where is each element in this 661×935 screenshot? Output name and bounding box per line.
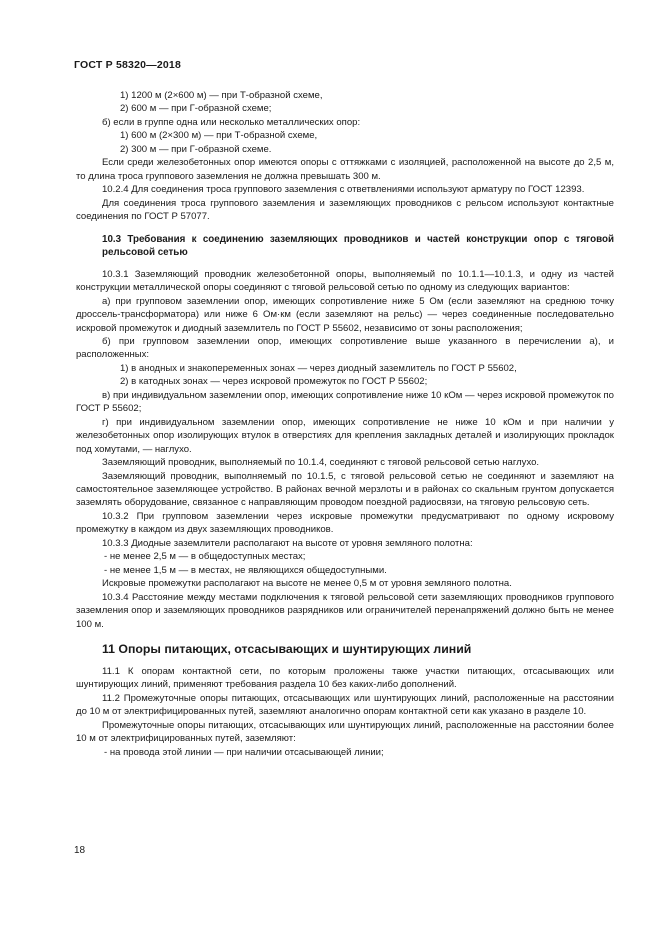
paragraph: 1) в анодных и знакопеременных зонах — через диодный заземлитель по ГОСТ Р 55602, [120,362,517,374]
paragraph: б) при групповом заземлении опор, имеющих сопротивление выше указанного в перечислении а), и расположенных: [76,335,614,361]
paragraph: г) при индивидуальном заземлении опор, имеющих сопротивление не ниже 10 кОм и при наличии у железобетонных опор изолирующих втулок в отверстиях для крепления закладных деталей и изолирующих прокладок под хомутами, — наглухо. [76,416,614,455]
paragraph: Промежуточные опоры питающих, отсасывающих или шунтирующих линий, расположенные на расстоянии более 10 м от электрифицированных путей, заземляют: [76,719,614,745]
document-body [76,89,614,759]
paragraph: в) при индивидуальном заземлении опор, имеющих сопротивление ниже 10 кОм — через искровой промежуток по ГОСТ Р 55602; [76,389,614,415]
page-number: 18 [74,845,86,856]
subsection-heading: 10.3 Требования к соединению заземляющих проводников и частей конструкции опор с тяговой рельсовой сетью [102,233,614,259]
list-item: - не менее 2,5 м — в общедоступных местах; [104,551,306,563]
list-item: - на провода этой линии — при наличии отсасывающей линии; [104,746,384,758]
paragraph: 11.1 К опорам контактной сети, по которым проложены также участки питающих, отсасывающих или шунтирующих линий, применяют требования раздела 10 без каких-либо дополнений. [76,665,614,691]
paragraph: 10.3.2 При групповом заземлении через искровые промежутки предусматривают по одному искровому промежутку в каждом из двух заземляющих проводников. [76,510,614,536]
list-item: - не менее 1,5 м — в местах, не являющихся общедоступными. [104,564,387,576]
paragraph: 10.3.4 Расстояние между местами подключения к тяговой рельсовой сети заземляющих проводников группового заземления опор и заземляющих проводников разрядников или ограничителей перенапряжений должно быть не менее 100 м. [76,591,614,630]
document-header: ГОСТ Р 58320—2018 [74,59,182,71]
paragraph: 2) 300 м — при Г-образной схеме. [120,143,272,155]
paragraph: 10.3.3 Диодные заземлители располагают на высоте от уровня земляного полотна: [102,537,473,549]
paragraph: б) если в группе одна или несколько металлических опор: [102,116,361,128]
paragraph: Заземляющий проводник, выполняемый по 10.1.5, с тяговой рельсовой сетью не соединяют и заземляют на самостоятельное заземляющее устройство. В районах вечной мерзлоты и в районах со скальным грунтом допускается заземлять оборудование, связанное с направляющим проводом поездной радиосвязи, на тяговую рельсовую сеть. [76,470,614,509]
section-heading: 11 Опоры питающих, отсасывающих и шунтирующих линий [102,641,472,656]
paragraph: Если среди железобетонных опор имеются опоры с оттяжками с изоляцией, расположенной на высоте до 2,5 м, то длина троса группового заземления не должна превышать 300 м. [76,157,614,182]
paragraph: Заземляющий проводник, выполняемый по 10.1.4, соединяют с тяговой рельсовой сетью наглухо. [102,457,540,469]
paragraph: а) при групповом заземлении опор, имеющих сопротивление ниже 5 Ом (если заземляют на среднюю точку дроссель-трансформатора) или ниже 6 Ом·км (если заземляют на рельс) — через соединенные последовательно искровой промежуток и диодный заземлитель по ГОСТ Р 55602, независимо от зоны расположения; [76,295,614,334]
paragraph: 2) 600 м — при Г-образной схеме; [120,103,272,115]
paragraph: Для соединения троса группового заземления и заземляющих проводников с рельсом используют контактные соединения по ГОСТ Р 57077. [76,197,614,223]
paragraph: 10.3.1 Заземляющий проводник железобетонной опоры, выполняемый по 10.1.1—10.1.3, и одну из частей конструкции металлической опоры соединяют с тяговой рельсовой сетью по одному из следующих вариантов: [76,268,614,294]
paragraph: 2) в катодных зонах — через искровой промежуток по ГОСТ Р 55602; [120,376,428,388]
paragraph: Искровые промежутки располагают на высоте не менее 0,5 м от уровня земляного полотна. [102,578,512,590]
paragraph: 11.2 Промежуточные опоры питающих, отсасывающих или шунтирующих линий, расположенные на расстоянии до 10 м от электрифицированных путей, заземляют аналогично опорам контактной сети как указано в разделе 10. [76,692,614,718]
paragraph: 1) 1200 м (2×600 м) — при Т-образной схеме, [120,90,323,101]
paragraph: 1) 600 м (2×300 м) — при Т-образной схеме, [120,130,318,142]
paragraph: 10.2.4 Для соединения троса группового заземления с ответвлениями используют арматуру по ГОСТ 12393. [102,184,585,196]
